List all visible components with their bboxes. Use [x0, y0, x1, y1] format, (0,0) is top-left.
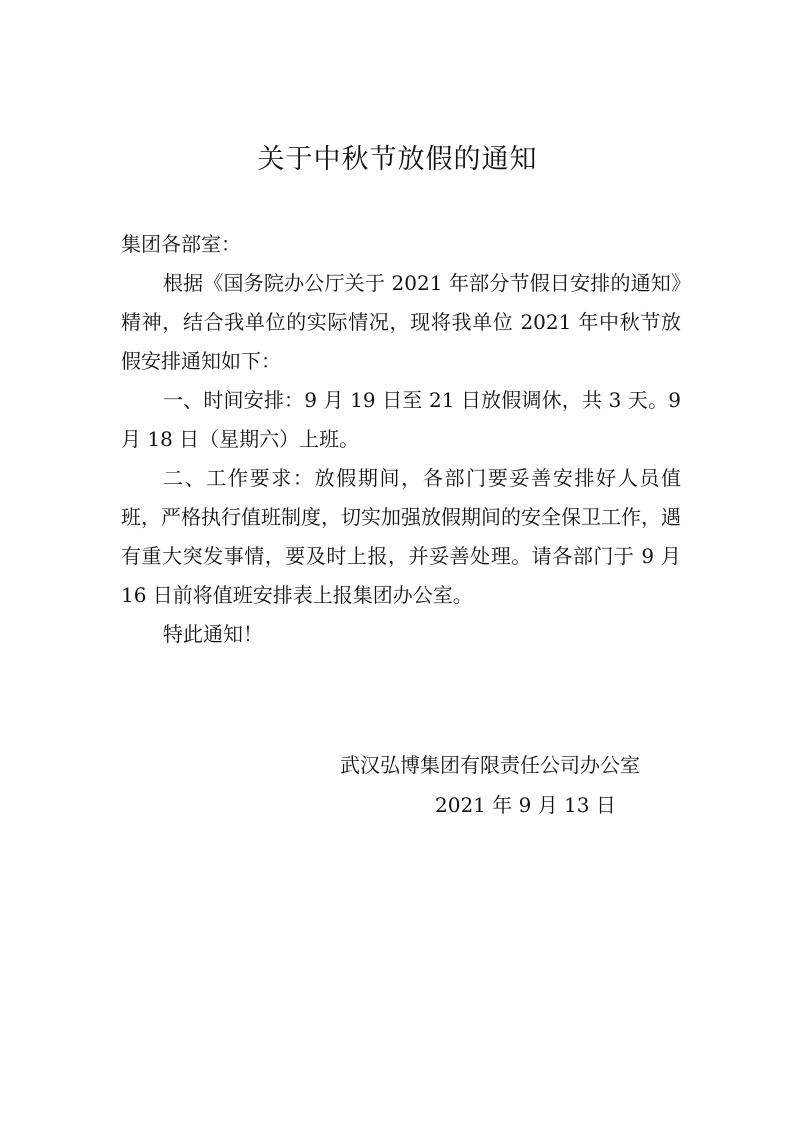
paragraph-time-arrangement: 一、时间安排：9 月 19 日至 21 日放假调休，共 3 天。9 月 18 日（星期六）上班。 [121, 388, 681, 451]
paragraph-work-requirements: 二、工作要求：放假期间，各部门要妥善安排好人员值班，严格执行值班制度，切实加强放假期间的安全保卫工作，遇有重大突发事情，要及时上报，并妥善处理。请各部门于 9 月 16 日前将值班安排表上报集团办公室。 [121, 466, 681, 607]
signature-organization: 武汉弘博集团有限责任公司办公室 [340, 753, 640, 777]
salutation: 集团各部室： [121, 232, 241, 256]
document-title: 关于中秋节放假的通知 [257, 144, 538, 175]
signature-date: 2021 年 9 月 13 日 [435, 793, 616, 817]
paragraph-closing: 特此通知！ [163, 622, 263, 646]
paragraph-intro: 根据《国务院办公厅关于 2021 年部分节假日安排的通知》精神，结合我单位的实际情况，现将我单位 2021 年中秋节放假安排通知如下： [121, 271, 681, 373]
document-body [121, 225, 681, 654]
